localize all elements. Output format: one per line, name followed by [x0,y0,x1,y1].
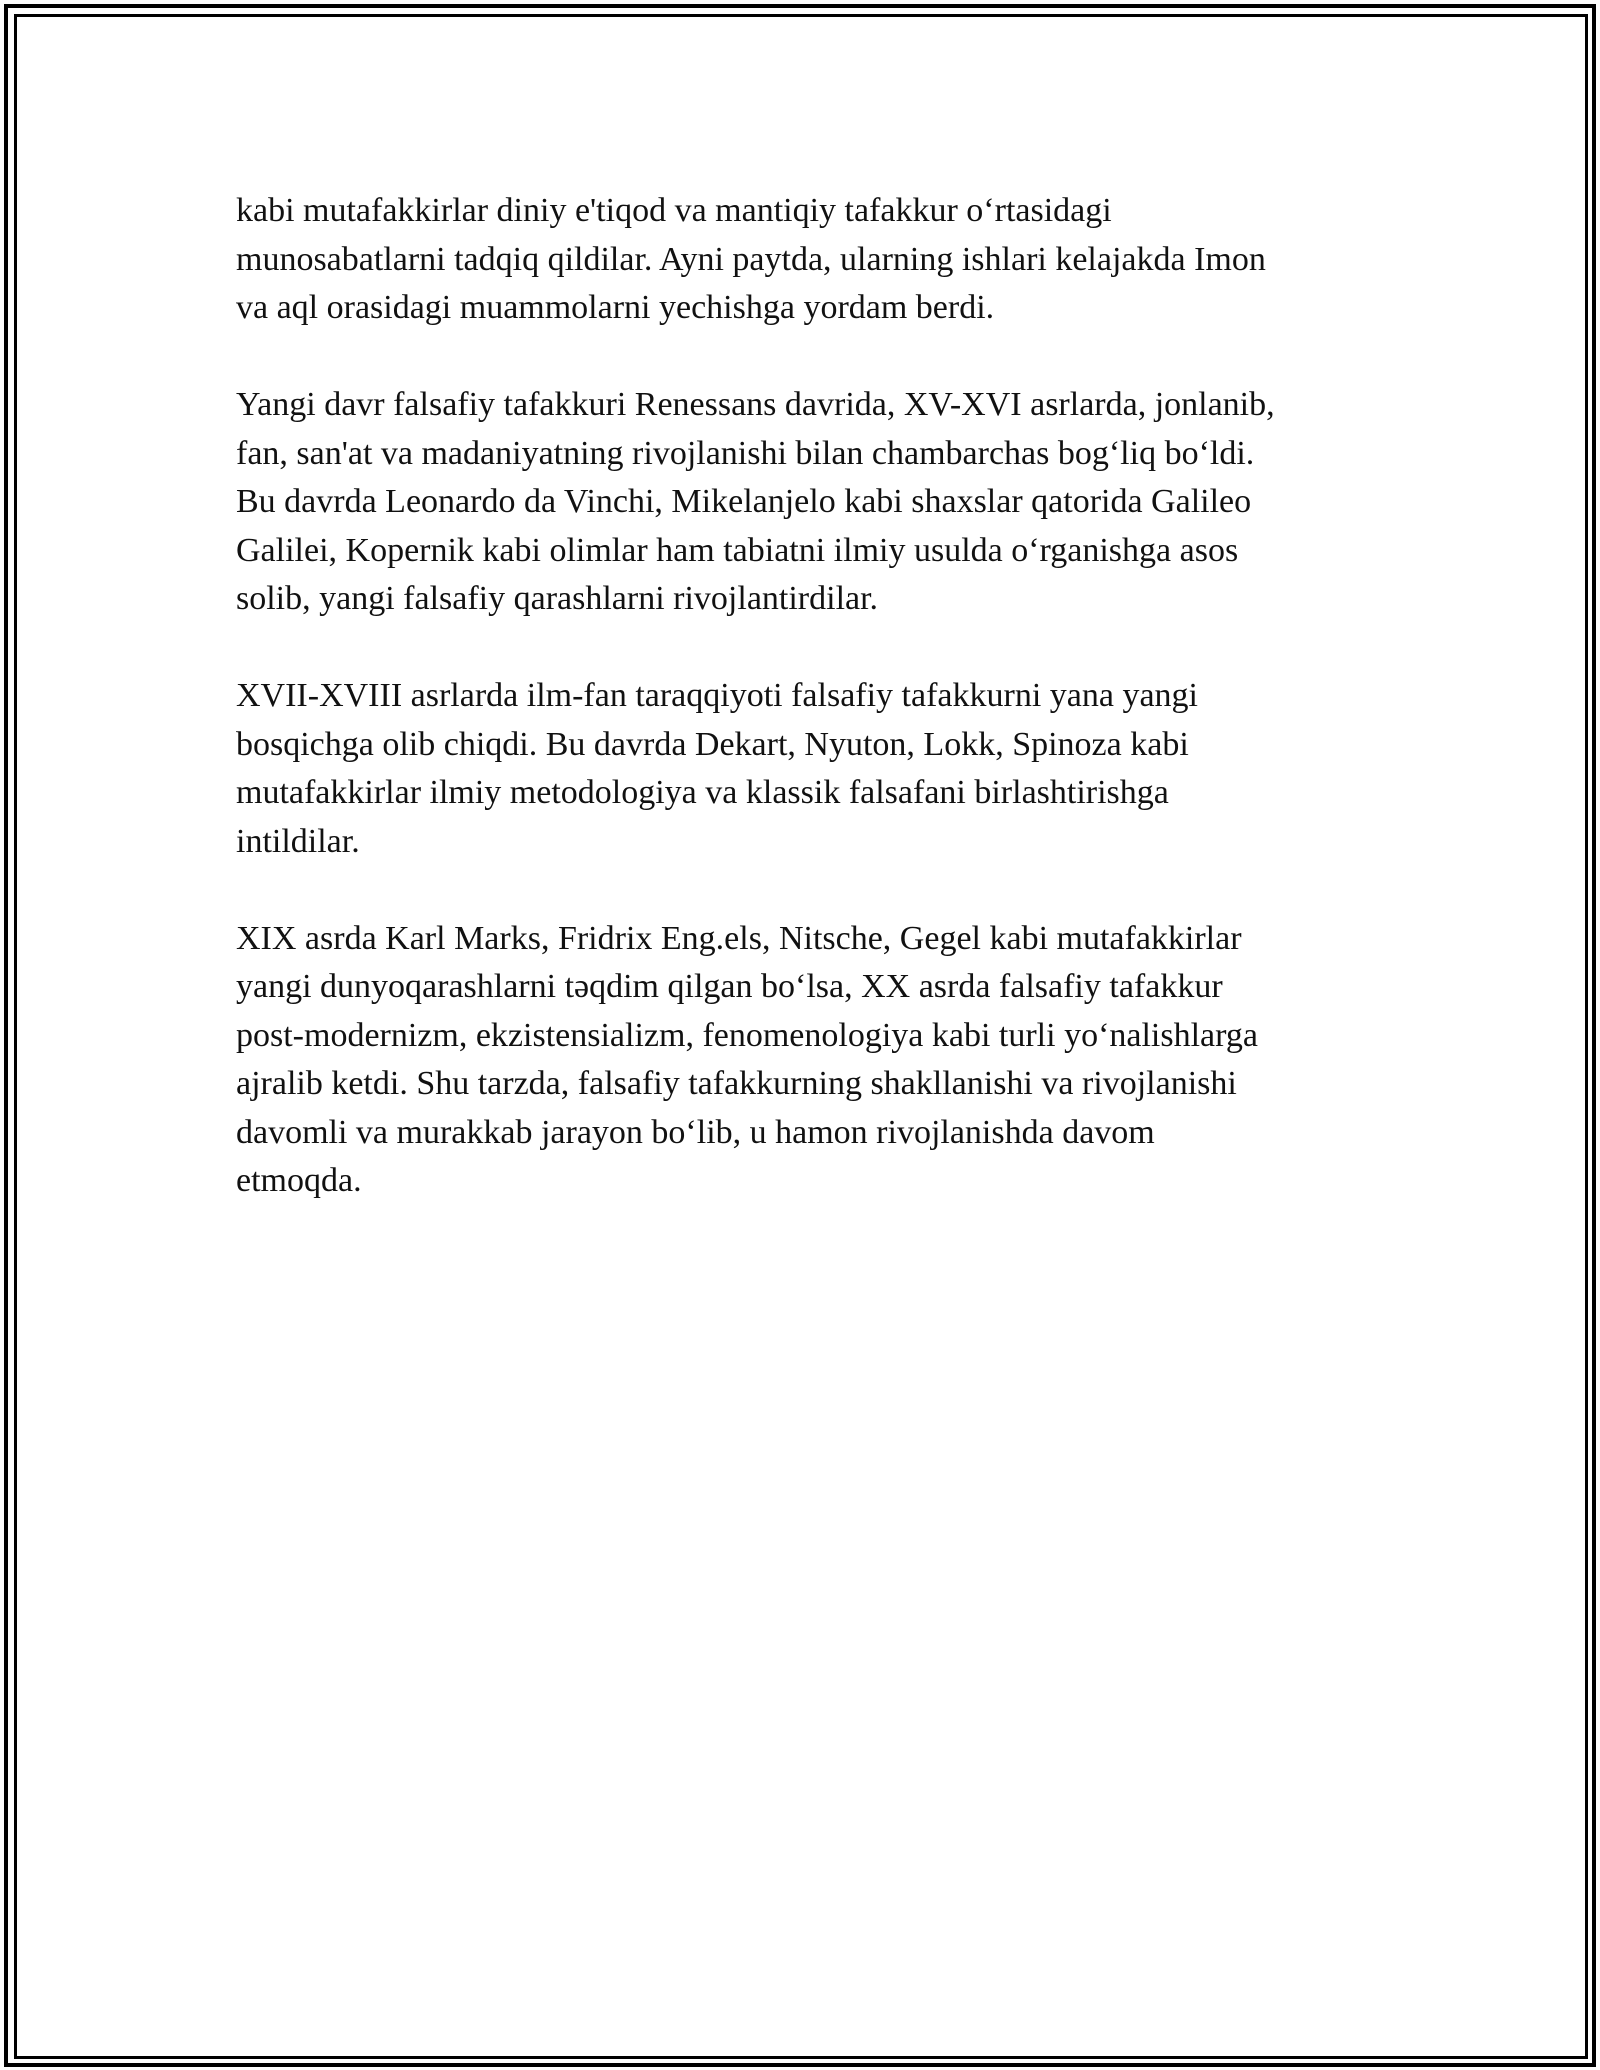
document-body [236,187,1386,1254]
paragraph-1: kabi mutafakkirlar diniy e'tiqod va mantiqiy tafakkur o‘rtasidagi munosabatlarni tadqiq qildilar. Ayni paytda, ularning ishlari kelajakda Imon va aql orasidagi muammolarni yechishga yordam berdi. [236,192,1266,326]
paragraph-2: Yangi davr falsafiy tafakkuri Renessans davrida, XV-XVI asrlarda, jonlanib, fan, san'at va madaniyatning rivojlanishi bilan chambarchas bog‘liq bo‘ldi. Bu davrda Leonardo da Vinchi, Mikelanjelo kabi shaxslar qatorida Galileo Galilei, Kopernik kabi olimlar ham tabiatni ilmiy usulda o‘rganishga asos solib, yangi falsafiy qarashlarni rivojlantirdilar. [236,386,1275,617]
paragraph-4: XIX asrda Karl Marks, Fridrix Eng.els, Nitsche, Gegel kabi mutafakkirlar yangi dunyoqarashlarni təqdim qilgan bo‘lsa, XX asrda falsafiy tafakkur post-modernizm, ekzistensializm, fenomenologiya kabi turli yo‘nalishlarga ajralib ketdi. Shu tarzda, falsafiy tafakkurning shakllanishi va rivojlanishi davomli va murakkab jarayon bo‘lib, u hamon rivojlanishda davom etmoqda. [236,919,1258,1199]
paragraph-3: XVII-XVIII asrlarda ilm-fan taraqqiyoti falsafiy tafakkurni yana yangi bosqichga olib chiqdi. Bu davrda Dekart, Nyuton, Lokk, Spinoza kabi mutafakkirlar ilmiy metodologiya va klassik falsafani birlashtirishga intildilar. [236,677,1198,860]
